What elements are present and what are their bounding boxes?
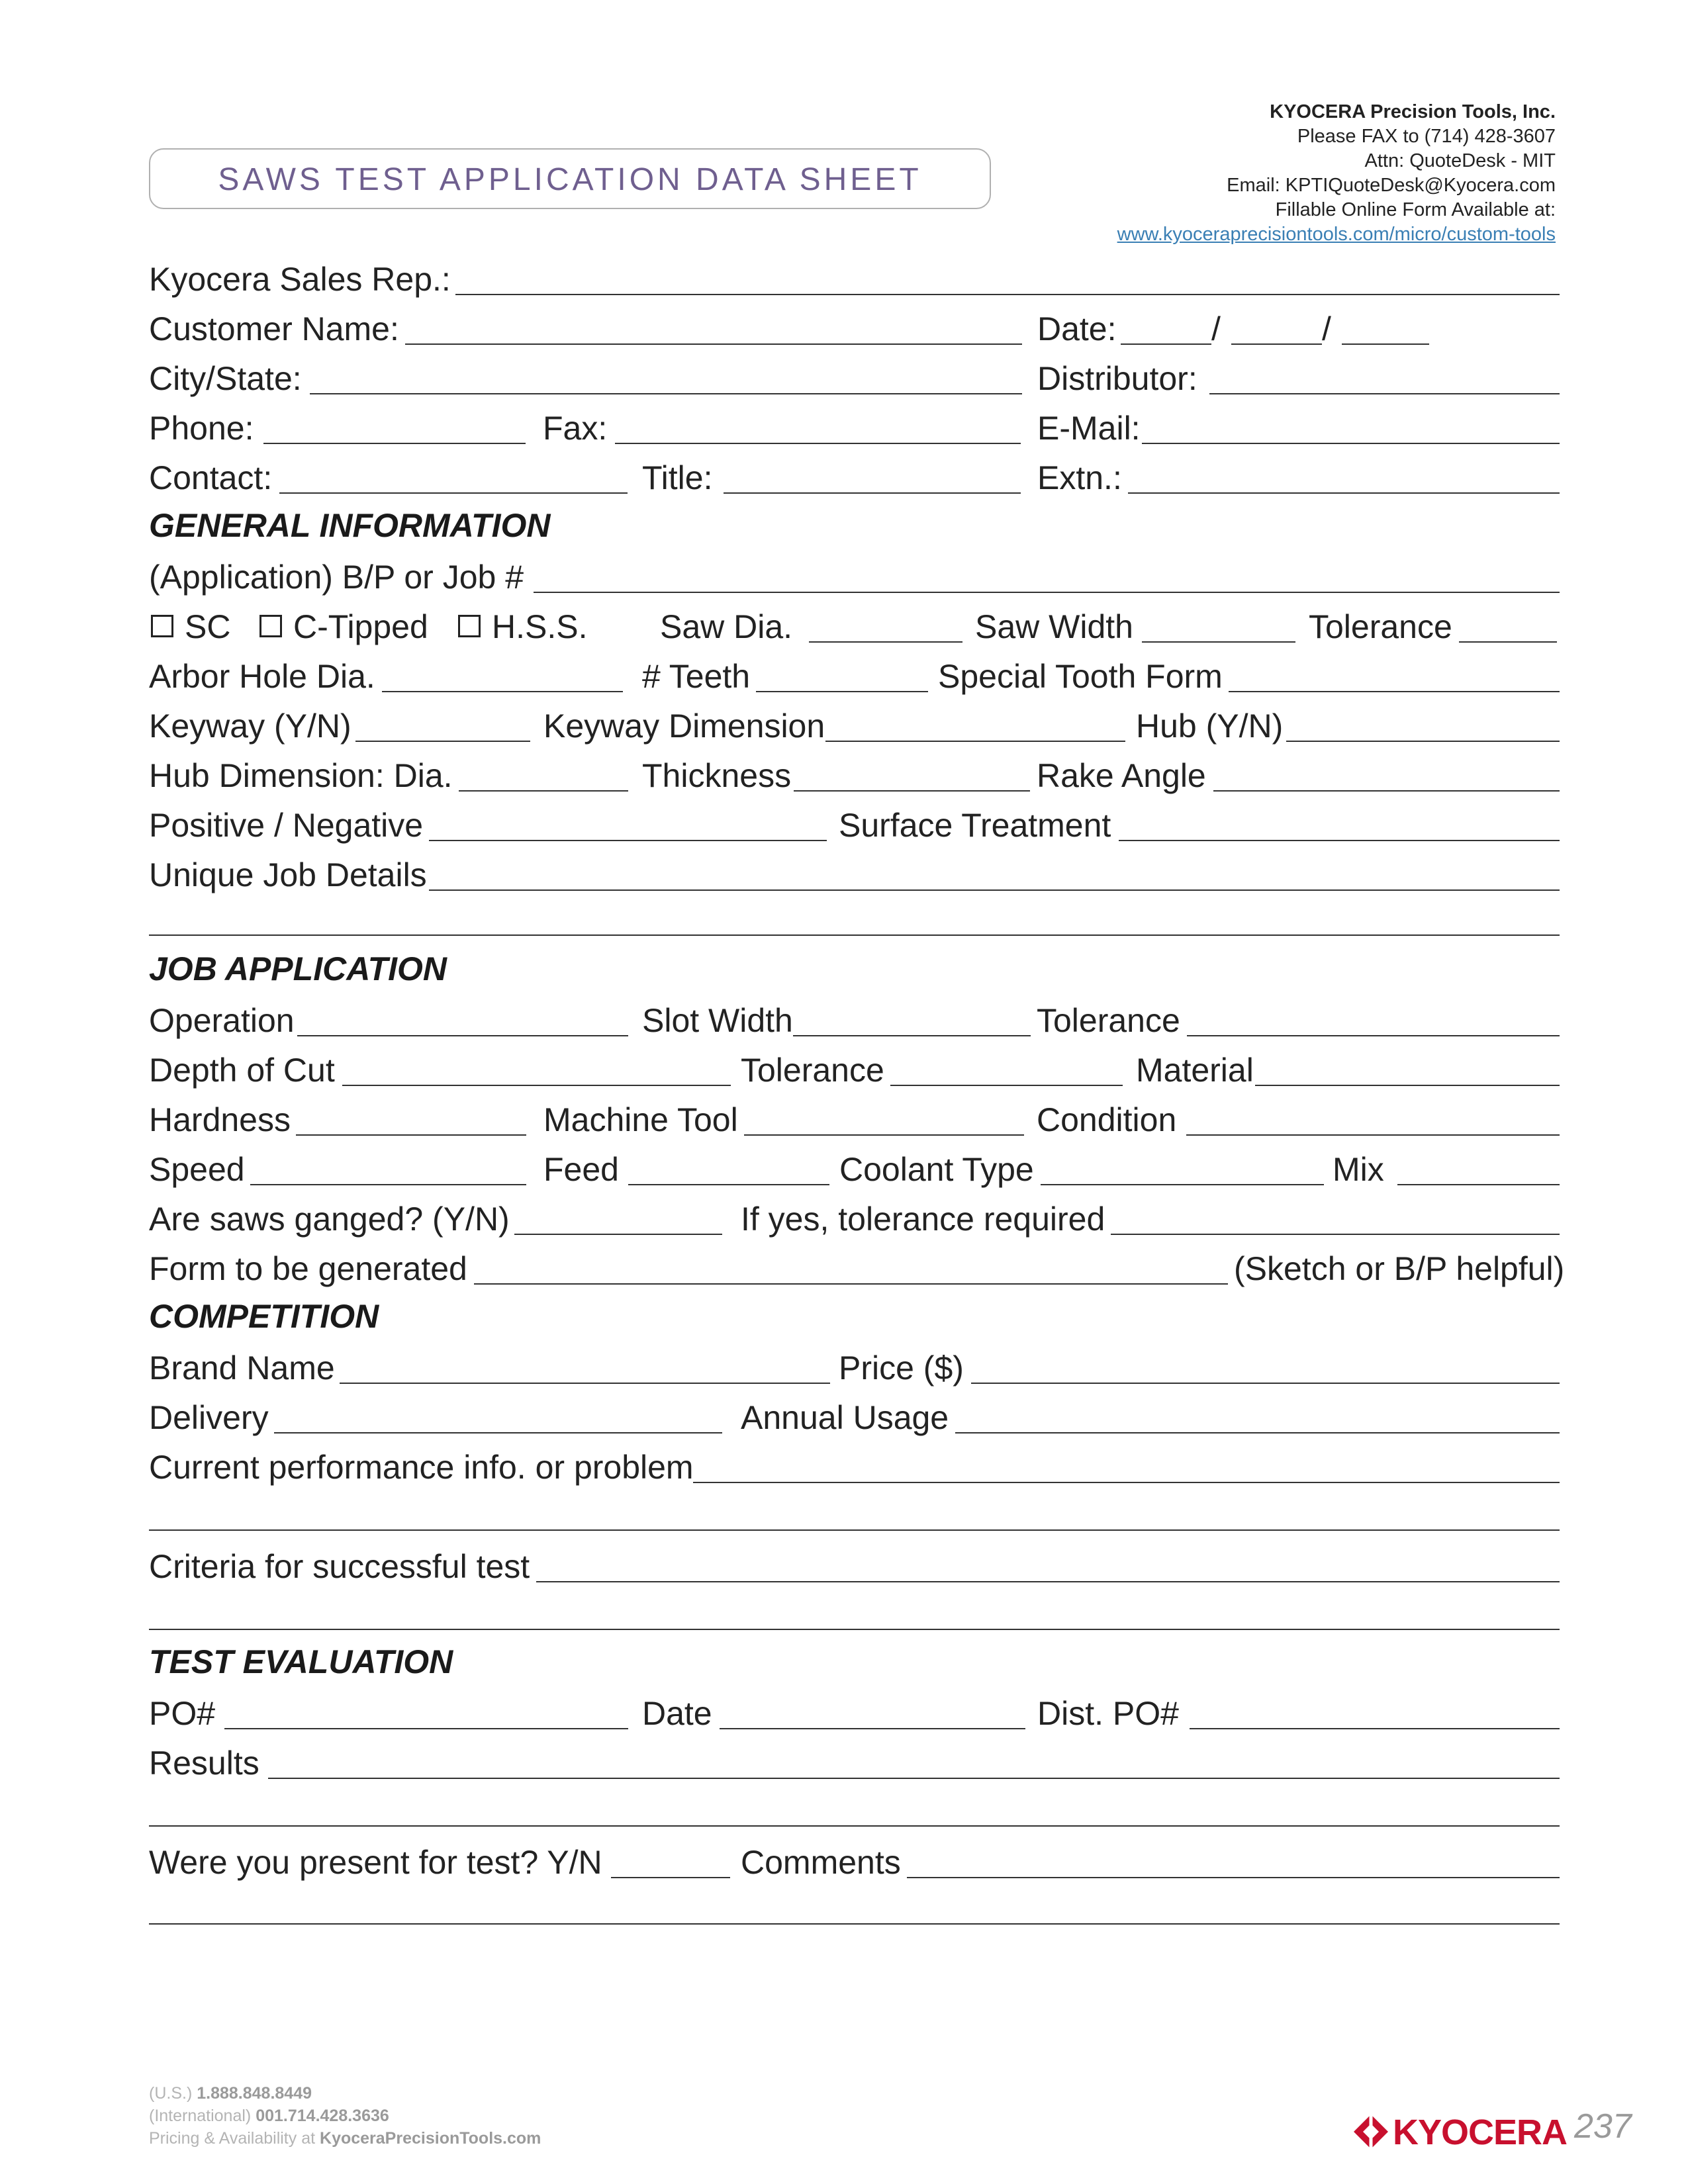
thickness-label: Thickness	[642, 757, 792, 794]
phone-field[interactable]	[263, 443, 526, 444]
saw-width-field[interactable]	[1142, 641, 1295, 643]
fax-label: Fax:	[543, 410, 608, 447]
rake-angle-label: Rake Angle	[1037, 757, 1206, 794]
operation-tolerance-field[interactable]	[1187, 1035, 1560, 1036]
price-field[interactable]	[971, 1383, 1560, 1384]
form-generated-field[interactable]	[474, 1283, 1228, 1285]
saw-dia-label: Saw Dia.	[660, 608, 793, 645]
test-date-field[interactable]	[720, 1728, 1025, 1729]
hardness-field[interactable]	[296, 1134, 526, 1136]
criteria-field[interactable]	[536, 1581, 1560, 1582]
tolerance-label: Tolerance	[1037, 1002, 1180, 1039]
hub-yn-label: Hub (Y/N)	[1136, 707, 1284, 745]
title-label: Title:	[642, 459, 713, 496]
date-month-field[interactable]	[1121, 343, 1211, 345]
dist-po-label: Dist. PO#	[1037, 1695, 1179, 1732]
dist-po-field[interactable]	[1190, 1728, 1560, 1729]
distributor-field[interactable]	[1209, 393, 1560, 394]
operation-label: Operation	[149, 1002, 295, 1039]
price-label: Price ($)	[839, 1349, 964, 1387]
annual-usage-field[interactable]	[955, 1432, 1560, 1433]
delivery-field[interactable]	[274, 1432, 722, 1433]
city-state-field[interactable]	[310, 393, 1022, 394]
keyway-dimension-field[interactable]	[825, 741, 1125, 742]
title-field[interactable]	[724, 492, 1021, 494]
saws-ganged-field[interactable]	[514, 1234, 722, 1235]
sc-checkbox[interactable]	[151, 615, 173, 637]
hub-yn-field[interactable]	[1286, 741, 1560, 742]
keyway-yn-label: Keyway (Y/N)	[149, 707, 352, 745]
company-name: KYOCERA Precision Tools, Inc.	[1270, 101, 1556, 122]
arbor-hole-label: Arbor Hole Dia.	[149, 658, 375, 695]
positive-negative-label: Positive / Negative	[149, 807, 424, 844]
depth-of-cut-label: Depth of Cut	[149, 1052, 335, 1089]
material-label: Material	[1136, 1052, 1254, 1089]
unique-job-field-line2[interactable]	[149, 934, 1560, 936]
application-field[interactable]	[534, 592, 1560, 593]
test-evaluation-heading: TEST EVALUATION	[149, 1643, 453, 1680]
present-for-test-label: Were you present for test? Y/N	[149, 1844, 602, 1881]
condition-field[interactable]	[1186, 1134, 1560, 1136]
general-info-heading: GENERAL INFORMATION	[149, 507, 551, 544]
criteria-field-line2[interactable]	[149, 1629, 1560, 1630]
kyocera-logo-text: KYOCERA	[1393, 2113, 1568, 2152]
special-tooth-label: Special Tooth Form	[938, 658, 1223, 695]
city-state-label: City/State:	[149, 360, 302, 397]
arbor-hole-field[interactable]	[382, 691, 623, 692]
us-label: (U.S.)	[149, 2084, 193, 2103]
attn-line: Attn: QuoteDesk - MIT	[1364, 150, 1556, 171]
phone-label: Phone:	[149, 410, 254, 447]
sketch-note: (Sketch or B/P helpful)	[1234, 1250, 1565, 1287]
coolant-type-field[interactable]	[1041, 1184, 1324, 1185]
condition-label: Condition	[1037, 1101, 1177, 1138]
machine-tool-label: Machine Tool	[543, 1101, 738, 1138]
slot-width-field[interactable]	[793, 1035, 1031, 1036]
material-field[interactable]	[1255, 1085, 1560, 1086]
brand-name-field[interactable]	[340, 1383, 830, 1384]
results-label: Results	[149, 1745, 259, 1782]
footer-intl-phone	[149, 2105, 389, 2127]
fax-instruction: Please FAX to (714) 428-3607	[1297, 126, 1556, 147]
date-slash: /	[1322, 310, 1331, 347]
delivery-label: Delivery	[149, 1399, 269, 1436]
mix-label: Mix	[1333, 1151, 1384, 1188]
intl-phone: 001.714.428.3636	[256, 2107, 389, 2125]
customer-name-label: Customer Name:	[149, 310, 399, 347]
if-yes-tolerance-label: If yes, tolerance required	[741, 1201, 1105, 1238]
thickness-field[interactable]	[794, 790, 1030, 792]
current-performance-field-line2[interactable]	[149, 1529, 1560, 1531]
keyway-dimension-label: Keyway Dimension	[543, 707, 825, 745]
application-label: (Application) B/P or Job #	[149, 559, 524, 596]
page-number: 237	[1574, 2107, 1632, 2146]
extn-field[interactable]	[1128, 492, 1560, 494]
ganged-tolerance-field[interactable]	[1111, 1234, 1560, 1235]
saw-width-label: Saw Width	[975, 608, 1133, 645]
date-year-field[interactable]	[1342, 343, 1429, 345]
intl-label: (International)	[149, 2107, 252, 2125]
email-label: E-Mail:	[1037, 410, 1141, 447]
c-tipped-label: C-Tipped	[293, 608, 428, 645]
operation-field[interactable]	[297, 1035, 628, 1036]
mix-field[interactable]	[1397, 1184, 1560, 1185]
title-box	[149, 148, 991, 209]
hss-label: H.S.S.	[492, 608, 588, 645]
competition-heading: COMPETITION	[149, 1298, 379, 1335]
keyway-yn-field[interactable]	[355, 741, 530, 742]
pricing-site: KyoceraPrecisionTools.com	[320, 2129, 541, 2148]
hub-dimension-label: Hub Dimension: Dia.	[149, 757, 453, 794]
brand-name-label: Brand Name	[149, 1349, 335, 1387]
unique-job-field[interactable]	[429, 889, 1560, 891]
sc-label: SC	[185, 608, 231, 645]
coolant-type-label: Coolant Type	[839, 1151, 1034, 1188]
footer-pricing	[149, 2127, 541, 2150]
surface-treatment-field[interactable]	[1119, 840, 1560, 841]
hub-dimension-field[interactable]	[459, 790, 628, 792]
teeth-field[interactable]	[756, 691, 928, 692]
current-performance-label: Current performance info. or problem	[149, 1449, 694, 1486]
distributor-label: Distributor:	[1037, 360, 1197, 397]
date-slash: /	[1211, 310, 1221, 347]
hss-checkbox[interactable]	[458, 615, 481, 637]
hardness-label: Hardness	[149, 1101, 291, 1138]
results-field-line2[interactable]	[149, 1825, 1560, 1827]
comments-field-line2[interactable]	[149, 1923, 1560, 1925]
machine-tool-field[interactable]	[744, 1134, 1024, 1136]
customer-name-field[interactable]	[405, 343, 1022, 345]
extn-label: Extn.:	[1037, 459, 1122, 496]
comments-label: Comments	[741, 1844, 901, 1881]
kyocera-logo-mark	[1352, 2111, 1568, 2152]
date-label: Date:	[1037, 310, 1117, 347]
speed-label: Speed	[149, 1151, 245, 1188]
form-generated-label: Form to be generated	[149, 1250, 467, 1287]
email-field[interactable]	[1142, 443, 1560, 444]
tolerance-label: Tolerance	[741, 1052, 884, 1089]
current-performance-field[interactable]	[693, 1482, 1560, 1483]
saws-ganged-label: Are saws ganged? (Y/N)	[149, 1201, 510, 1238]
test-date-label: Date	[642, 1695, 712, 1732]
results-field[interactable]	[268, 1778, 1560, 1779]
comments-field[interactable]	[907, 1877, 1560, 1878]
kyocera-logo	[1352, 2111, 1568, 2156]
po-label: PO#	[149, 1695, 216, 1732]
tolerance-label: Tolerance	[1309, 608, 1452, 645]
positive-negative-field[interactable]	[429, 840, 827, 841]
feed-label: Feed	[543, 1151, 619, 1188]
contact-field[interactable]	[279, 492, 628, 494]
annual-usage-label: Annual Usage	[741, 1399, 949, 1436]
footer-us-phone	[149, 2082, 312, 2105]
fax-field[interactable]	[615, 443, 1021, 444]
page-title: SAWS TEST APPLICATION DATA SHEET	[218, 162, 922, 197]
c-tipped-checkbox[interactable]	[259, 615, 282, 637]
sales-rep-label: Kyocera Sales Rep.:	[149, 261, 451, 298]
present-for-test-field[interactable]	[611, 1877, 730, 1878]
depth-tolerance-field[interactable]	[890, 1085, 1123, 1086]
po-field[interactable]	[224, 1728, 628, 1729]
sales-rep-field[interactable]	[455, 294, 1560, 295]
email-line: Email: KPTIQuoteDesk@Kyocera.com	[1227, 175, 1556, 196]
us-phone: 1.888.848.8449	[197, 2084, 312, 2103]
pricing-label: Pricing & Availability at	[149, 2129, 316, 2148]
tolerance-field[interactable]	[1459, 641, 1557, 643]
special-tooth-field[interactable]	[1229, 691, 1560, 692]
date-day-field[interactable]	[1231, 343, 1322, 345]
feed-field[interactable]	[628, 1184, 829, 1185]
teeth-label: # Teeth	[642, 658, 751, 695]
surface-treatment-label: Surface Treatment	[839, 807, 1111, 844]
rake-angle-field[interactable]	[1213, 790, 1560, 792]
form-url-link[interactable]: www.kyoceraprecisiontools.com/micro/custom-tools	[1117, 224, 1556, 245]
speed-field[interactable]	[250, 1184, 526, 1185]
unique-job-label: Unique Job Details	[149, 856, 427, 893]
depth-of-cut-field[interactable]	[342, 1085, 731, 1086]
job-application-heading: JOB APPLICATION	[149, 950, 447, 987]
fillable-note: Fillable Online Form Available at:	[1275, 199, 1556, 220]
slot-width-label: Slot Width	[642, 1002, 793, 1039]
contact-label: Contact:	[149, 459, 273, 496]
criteria-label: Criteria for successful test	[149, 1548, 530, 1585]
saw-dia-field[interactable]	[809, 641, 962, 643]
